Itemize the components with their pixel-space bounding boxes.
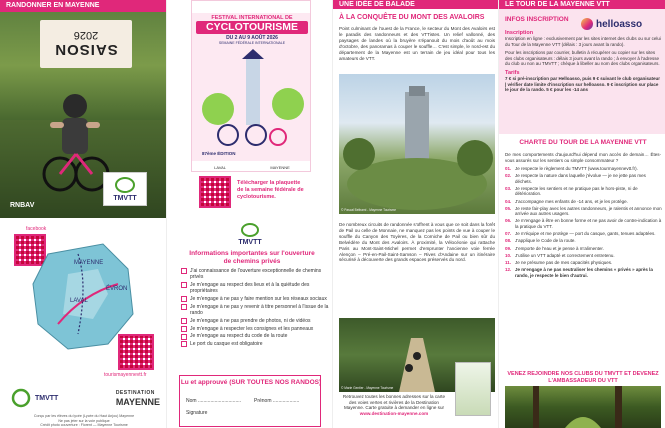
charte-list: [505, 166, 663, 280]
checkbox-icon[interactable]: [181, 304, 187, 310]
charte-item: 11. Je ne présume pas de mes capacités physiques.: [505, 259, 613, 265]
nom-label: Nom: [186, 398, 197, 404]
info-title: INFOS INSCRIPTION: [505, 16, 569, 23]
checklist-item[interactable]: [181, 341, 329, 347]
checkbox-icon[interactable]: [181, 282, 187, 288]
charte-text: Je m'engage à être en bonne forme et ne pas avoir de contre-indication à la pratique du VTT.: [515, 218, 662, 229]
chemins-logo-text: TMVTT: [238, 239, 262, 246]
helloasso-icon: [581, 18, 593, 30]
balade-title: À LA CONQUÊTE DU MONT DES AVALOIRS: [339, 14, 485, 21]
credit-line-1: Conçu par les élèves du lycée (Lycée du Haut Anjou) Mayenne: [33, 414, 135, 418]
download-brochure-link[interactable]: Télécharger la plaquette de la semaine fédérale de cyclotourisme.: [237, 180, 304, 200]
charte-title: CHARTE DU TOUR DE LA MAYENNE VTT: [519, 139, 647, 146]
website-url[interactable]: tourismayennevtt.fr: [104, 372, 147, 378]
website-qr-code[interactable]: [118, 334, 154, 370]
join-clubs-callout: VENEZ REJOINDRE NOS CLUBS DU TMVTT ET DEVENEZ L'AMBASSADEUR DU VTT: [507, 371, 659, 384]
credit-line-2: Ne pas jeter sur la voie publique: [58, 418, 110, 423]
checklist-item[interactable]: [181, 333, 329, 339]
festival-qr-code[interactable]: [199, 176, 231, 208]
charte-item: 04. J'accompagne mes enfants de -14 ans, et je les protège.: [505, 198, 628, 204]
courrier-text: Pour les inscriptions par courrier, bulletin à récupérer ou copier sur les sites des clubs organisateurs : délais 3 jours avant la rando ; à envoyer à l'adresse du club ou non au TMVTT ; chèque à libeller au nom des clubs organisateurs.: [505, 50, 660, 67]
season-label: [40, 20, 132, 68]
inscription-title: Inscription: [505, 30, 534, 36]
charte-text: J'accompagne mes enfants de -14 ans, et je les protège.: [515, 198, 628, 204]
facebook-label: facebook: [26, 226, 47, 232]
prenom-field[interactable]: Prénom ...................: [254, 398, 300, 404]
charte-text: Je m'équipe et me protège — port du casque, gants, tenues adaptées.: [515, 231, 656, 237]
tmvtt-logo-icon: [230, 222, 270, 246]
credit-line-3: Crédit photo couverture : Florent — Mayenne Tourisme: [40, 423, 128, 427]
poster-header: [192, 1, 311, 13]
balade-description: De nombreux circuits de randonnée s'offrent à vous que ce soit dans la forêt de Pail ou celle de Monnaie, ne manquez pas les points de vue à couper le souffle du Canyon des Toyères, de la Corniche de Pail ou bien sûr du Belvédère du Mont des Avaloirs. À proximité, la Vélocéonie qui rattache Paris au Mont-Saint-Michel permet d'emprunter l'ancienne voie ferrée Alençon – Pré-en-Pail-Saint-Samson – Rives d'Andaine sur un itinéraire sécurisé à découverte des grands espaces préservés du nord.: [339, 222, 495, 263]
poster-partners: [192, 161, 311, 172]
tour-header: LE TOUR DE LA MAYENNE VTT: [499, 0, 665, 9]
cover-photo: [0, 0, 166, 218]
charte-text: Je respecte la nature dans laquelle j'évolue — je ne jette pas mes déchets.: [515, 173, 646, 184]
checkbox-icon[interactable]: [181, 326, 187, 332]
destination-link[interactable]: www.destination-mayenne.com: [359, 410, 429, 416]
festival-edition: 87ème ÉDITION: [202, 151, 236, 156]
panel-inscription: [498, 0, 665, 428]
prenom-label: Prénom: [254, 398, 272, 404]
checklist-item[interactable]: [181, 318, 329, 324]
mayenne-label: MAYENNE: [115, 397, 160, 407]
charte-item: 12. Je m'engage à ne pas neutraliser les chemins « privés » après la rando, je respecte le bien d'autrui.: [505, 267, 663, 278]
destination-text: Retrouvez toutes les bonnes adresses sur la carte des voies vertes et rivières de la Destination Mayenne. Carte gratuite à demander en ligne sur: [342, 394, 446, 411]
charte-item: 01. Je respecte le règlement du TMVTT (www.tourmayennevtt.fr).: [505, 166, 638, 171]
charte-text: Je respecte les sentiers et ne pratique pas le hors-piste, ni de détérioration.: [515, 185, 638, 197]
charte-item: 06. Je m'engage à être en bonne forme et ne pas avoir de contre-indication à la pratique du VTT.: [505, 218, 662, 229]
chemins-checklist: [181, 268, 329, 349]
helloasso-text: helloasso: [596, 18, 643, 30]
checklist-item[interactable]: [181, 296, 329, 302]
festival-subtitle: SEMAINE FÉDÉRALE INTERNATIONALE: [218, 41, 286, 45]
tower-photo-credit: © Pascal Beltrami - Mayenne Tourisme: [341, 208, 397, 212]
tower-photo: [339, 74, 495, 214]
festival-dates: DU 2 AU 9 AOÛT 2026: [226, 35, 278, 41]
tmvtt-footer-text: TMVTT: [35, 394, 59, 402]
checklist-item[interactable]: [181, 304, 329, 316]
partner-mayenne: MAYENNE: [270, 164, 290, 170]
festival-title-small: FESTIVAL INTERNATIONAL DE: [211, 15, 293, 21]
checkbox-icon[interactable]: [181, 296, 187, 302]
season-year: 2026: [73, 29, 99, 42]
inscription-text: Inscription en ligne : exclusivement par les sites internet des clubs ou sur celui du Tour de la Mayenne VTT (délais : 3 jours avant la rando).: [505, 36, 661, 47]
charte-text: Je ne présume pas de mes capacités physiques.: [515, 259, 613, 265]
tarifs-title: Tarifs: [505, 69, 520, 76]
chemins-logo: [230, 222, 270, 246]
brochure-thumbnail: [455, 362, 491, 416]
destination-mayenne-logo: [116, 389, 160, 407]
panel-balade: [332, 0, 498, 428]
panel-cover: [0, 0, 166, 428]
signature-label: Signature: [186, 410, 208, 416]
panel-festival: [166, 0, 332, 428]
poster-illustration: [198, 49, 306, 149]
checkbox-icon[interactable]: [181, 341, 187, 347]
charte-intro: De mes comportements d'aujourd'hui dépend mon accès de demain… Êtes-vous assurés sur les sentiers ou simple consommateur ?: [505, 152, 661, 163]
checklist-item[interactable]: [181, 282, 329, 294]
checklist-label: Je m'engage à respecter les consignes et les panneaux: [190, 325, 314, 332]
tmvtt-footer-logo: [10, 387, 58, 409]
season-word: SAISON: [54, 41, 118, 59]
footer-logos: [10, 384, 160, 412]
charte-text: J'emporte de l'eau et je pense à m'alimenter.: [515, 245, 604, 251]
partner-laval: LAVAL: [214, 164, 227, 170]
tmvtt-logo-text: TMVTT: [113, 195, 137, 202]
checkbox-icon[interactable]: [181, 318, 187, 324]
path-photo-credit: © Marie Gentier - Mayenne Tourisme: [341, 386, 394, 390]
forest-photo: [505, 386, 661, 428]
checkbox-icon[interactable]: [181, 334, 187, 340]
checkbox-icon[interactable]: [181, 268, 187, 274]
approval-form: [179, 375, 321, 427]
tmvtt-logo-icon: [105, 175, 145, 203]
destination-label: DESTINATION: [115, 390, 155, 396]
cover-credits: [6, 414, 162, 428]
cover-banner: RANDONNER EN MAYENNE: [0, 0, 166, 12]
charte-text: Je reste fair-play avec les autres randonneurs, je ralentis et annonce mon arrivée aux autres usagers.: [515, 205, 662, 217]
nom-field[interactable]: Nom ...............................: [186, 398, 242, 404]
checklist-label: Je m'engage à ne pas prendre de photos, ni de vidéos: [190, 317, 311, 324]
signature-field[interactable]: [186, 410, 207, 416]
festival-title: CYCLOTOURISME: [196, 21, 308, 34]
tarifs-text: 7 € si pré-inscription par Helloasso, puis 9 € suivant le club organisateur | vérifier date limite d'inscription sur helloasso. 9 € inscription sur place le jour de la rando. 5 € pour les -14 ans: [505, 75, 661, 93]
balade-header: UNE IDÉE DE BALADE: [333, 0, 499, 9]
charte-text: Je respecte le règlement du TMVTT (www.tourmayennevtt.fr).: [515, 166, 638, 171]
charte-text: J'applique le Code de la route.: [515, 238, 576, 244]
tmvtt-logo-box: [103, 172, 147, 206]
charte-item: 09. J'emporte de l'eau et je pense à m'alimenter.: [505, 245, 604, 251]
festival-poster: [191, 0, 311, 172]
charte-text: J'utilise un VTT adapté et correctement entretenu.: [515, 252, 615, 258]
charte-text: Je m'engage à ne pas neutraliser les chemins « privés » après la rando, je respecte le bien d'autrui.: [515, 267, 653, 278]
checklist-label: Je m'engage au respect des lieux et à la quiétude des propriétaires: [190, 282, 310, 295]
checklist-label: Je m'engage au respect du code de la route: [190, 333, 288, 340]
checklist-label: Je m'engage à ne pas y revenir à titre personnel à l'issue de la rando: [190, 303, 329, 316]
map-place-evron: ÉVRON: [106, 286, 128, 292]
checklist-item[interactable]: [181, 268, 329, 280]
charte-item: 02. Je respecte la nature dans laquelle j'évolue — je ne jette pas mes déchets.: [505, 173, 663, 184]
map-place-laval: LAVAL: [70, 298, 88, 304]
checklist-item[interactable]: [181, 326, 329, 332]
rnb-badge: RNBAV: [10, 202, 35, 209]
approval-title: Lu et approuvé (SUR TOUTES NOS RANDOS): [180, 379, 322, 386]
checklist-label: Le port du casque est obligatoire: [190, 341, 263, 348]
charte-item: 03. Je respecte les sentiers et ne pratique pas le hors-piste, ni de détérioration.: [505, 186, 663, 197]
checklist-label: J'ai connaissance de l'ouverture exceptionnelle de chemins privés: [190, 268, 322, 281]
charte-item: 07. Je m'équipe et me protège — port du casque, gants, tenues adaptées.: [505, 231, 656, 237]
destination-info: [339, 394, 449, 416]
charte-item: 10. J'utilise un VTT adapté et correctement entretenu.: [505, 252, 615, 258]
chemins-title: Informations importantes sur l'ouverture de chemins privés: [189, 250, 315, 265]
inscription-section: [505, 30, 661, 93]
tmvtt-swirl-icon: [10, 387, 32, 409]
balade-intro: Point culminant de l'ouest de la France, le secteur du Mont des Avaloirs est le paradis des randonneurs et des VTTistes. Un relief vallonné, des paysages de landes où la bruyère s'épanouit du mois d'août au mois d'octobre, des panoramas à couper le souffle… C'est simple, le nord-est du département de la Mayenne est un terrain de jeu idéal pour tous les amateurs de VTT.: [339, 26, 495, 61]
charte-item: 08. J'applique le Code de la route.: [505, 238, 576, 244]
checklist-label: Je m'engage à ne pas y faire mention sur les réseaux sociaux: [190, 296, 327, 302]
charte-item: 05. Je reste fair-play avec les autres randonneurs, je ralentis et annonce mon arrivée aux autres usagers.: [505, 205, 662, 217]
map-place-mayenne: MAYENNE: [74, 260, 104, 266]
